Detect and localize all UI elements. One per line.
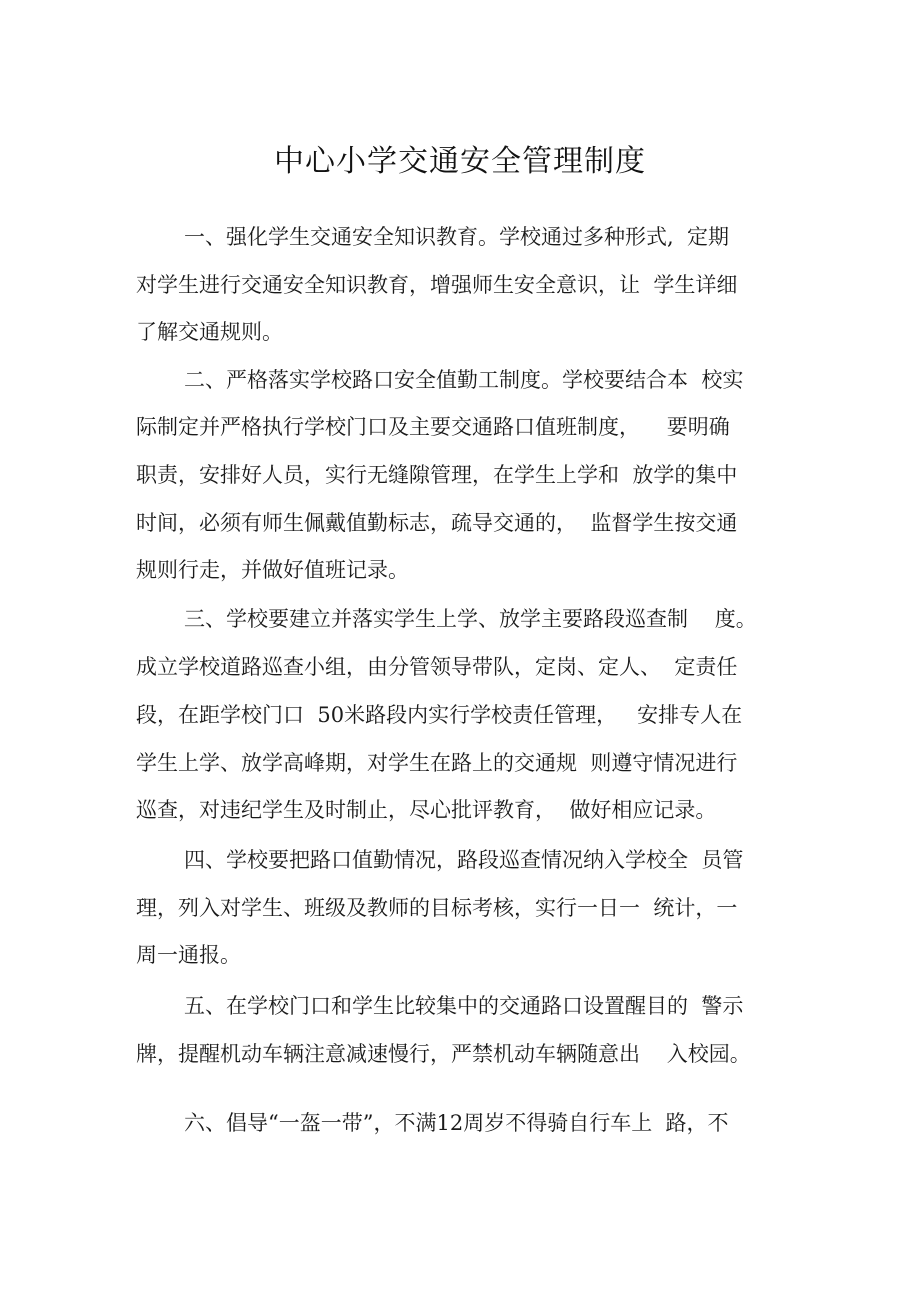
paragraph-3-line-3: 段，在距学校门口 50米路段内实行学校责任管理， 安排专人在	[136, 703, 743, 727]
paragraph-5-line-2: 牌，提醒机动车辆注意减速慢行，严禁机动车辆随意出 入校园。	[136, 1042, 751, 1066]
paragraph-3-line-5: 巡查，对违纪学生及时制止，尽心批评教育， 做好相应记录。	[136, 798, 717, 822]
paragraph-6-line-1: 六、倡导“一盔一带”，不满12周岁不得骑自行车上 路，不	[184, 1111, 729, 1135]
paragraph-3-line-2: 成立学校道路巡查小组，由分管领导带队，定岗、定人、 定责任	[136, 655, 738, 679]
paragraph-4-line-2: 理，列入对学生、班级及教师的目标考核，实行一日一 统计，一	[136, 896, 738, 920]
paragraph-3-line-1: 三、学校要建立并落实学生上学、放学主要路段巡查制 度。	[184, 607, 757, 631]
paragraph-1-line-2: 对学生进行交通安全知识教育，增强师生安全意识，让 学生详细	[136, 273, 738, 297]
paragraph-5-line-1: 五、在学校门口和学生比较集中的交通路口设置醒目的 警示	[184, 994, 744, 1018]
paragraph-3-line-4: 学生上学、放学高峰期，对学生在路上的交通规 则遵守情况进行	[136, 751, 738, 775]
paragraph-2-line-1: 二、严格落实学校路口安全值勤工制度。学校要结合本 校实	[184, 368, 744, 392]
document-title: 中心小学交通安全管理制度	[274, 144, 646, 179]
paragraph-4-line-3: 周一通报。	[136, 943, 241, 967]
paragraph-2-line-5: 规则行走，并做好值班记录。	[136, 558, 409, 582]
paragraph-2-line-3: 职责，安排好人员，实行无缝隙管理，在学生上学和 放学的集中	[136, 463, 738, 487]
paragraph-4-line-1: 四、学校要把路口值勤情况，路段巡查情况纳入学校全 员管	[184, 848, 744, 872]
paragraph-2-line-4: 时间，必须有师生佩戴值勤标志，疏导交通的， 监督学生按交通	[136, 511, 738, 535]
paragraph-1-line-1: 一、强化学生交通安全知识教育。学校通过多种形式, 定期	[184, 225, 730, 249]
paragraph-1-line-3: 了解交通规则。	[136, 320, 283, 344]
paragraph-2-line-2: 际制定并严格执行学校门口及主要交通路口值班制度， 要明确	[136, 415, 730, 439]
